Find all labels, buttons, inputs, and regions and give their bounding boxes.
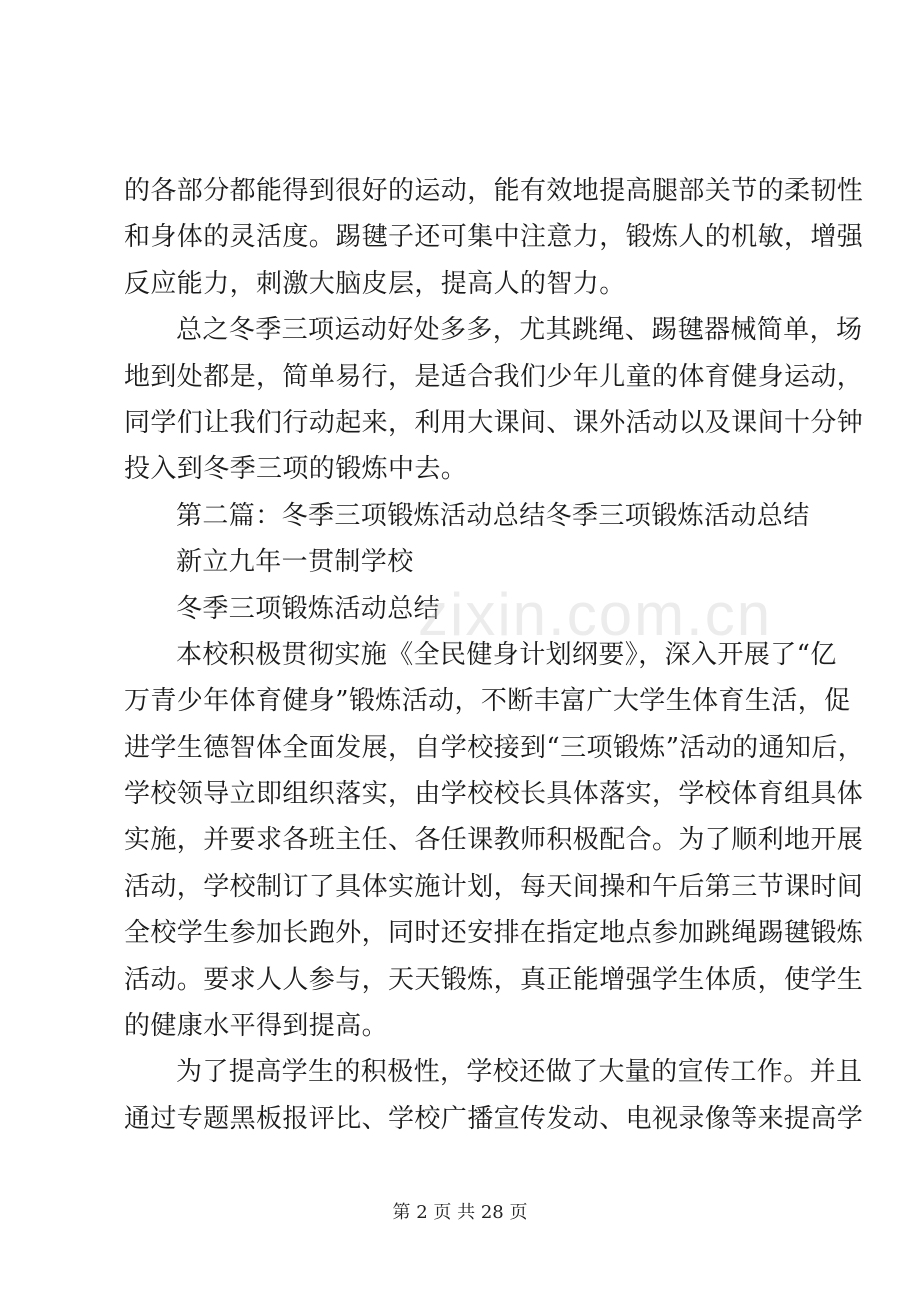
text-line: 和身体的灵活度。踢毽子还可集中注意力，锻炼人的机敏，增强 [124, 222, 864, 253]
text-line: 总之冬季三项运动好处多多，尤其跳绳、踢毽器械简单，场 [176, 315, 863, 346]
text-line: 反应能力，刺激大脑皮层，提高人的智力。 [124, 268, 626, 299]
text-line: 第二篇：冬季三项锻炼活动总结冬季三项锻炼活动总结 [176, 500, 810, 531]
text-line: 本校积极贯彻实施《全民健身计划纲要》，深入开展了“亿 [176, 639, 837, 670]
text-line: 学校领导立即组织落实，由学校校长具体落实，学校体育组具体 [124, 779, 864, 810]
text-line: 活动。要求人人参与，天天锻炼，真正能增强学生体质，使学生 [124, 964, 864, 995]
text-line: 全校学生参加长跑外，同时还安排在指定地点参加跳绳踢毽锻炼 [124, 918, 864, 949]
text-line: 新立九年一贯制学校 [176, 547, 414, 578]
text-line: 同学们让我们行动起来，利用大课间、课外活动以及课间十分钟 [124, 407, 864, 438]
text-line: 的健康水平得到提高。 [124, 1011, 389, 1042]
text-line: 通过专题黑板报评比、学校广播宣传发动、电视录像等来提高学 [124, 1103, 864, 1134]
body-text [124, 168, 865, 1142]
watermark: zixin.com.cn [418, 581, 773, 648]
page-footer: 第 2 页 共 28 页 [392, 1202, 528, 1223]
text-line: 投入到冬季三项的锻炼中去。 [124, 454, 468, 485]
text-line: 为了提高学生的积极性，学校还做了大量的宣传工作。并且 [176, 1057, 863, 1088]
text-line: 的各部分都能得到很好的运动，能有效地提高腿部关节的柔韧性 [124, 176, 864, 206]
text-line: 万青少年体育健身”锻炼活动，不断丰富广大学生体育生活，促 [124, 686, 851, 717]
text-line: 进学生德智体全面发展，自学校接到“三项锻炼”活动的通知后， [124, 732, 865, 763]
text-line: 冬季三项锻炼活动总结 [176, 593, 441, 624]
text-line: 地到处都是，简单易行，是适合我们少年儿童的体育健身运动， [124, 361, 864, 392]
text-line: 活动，学校制订了具体实施计划，每天间操和午后第三节课时间 [124, 871, 864, 902]
text-line: 实施，并要求各班主任、各任课教师积极配合。为了顺利地开展 [124, 825, 864, 856]
